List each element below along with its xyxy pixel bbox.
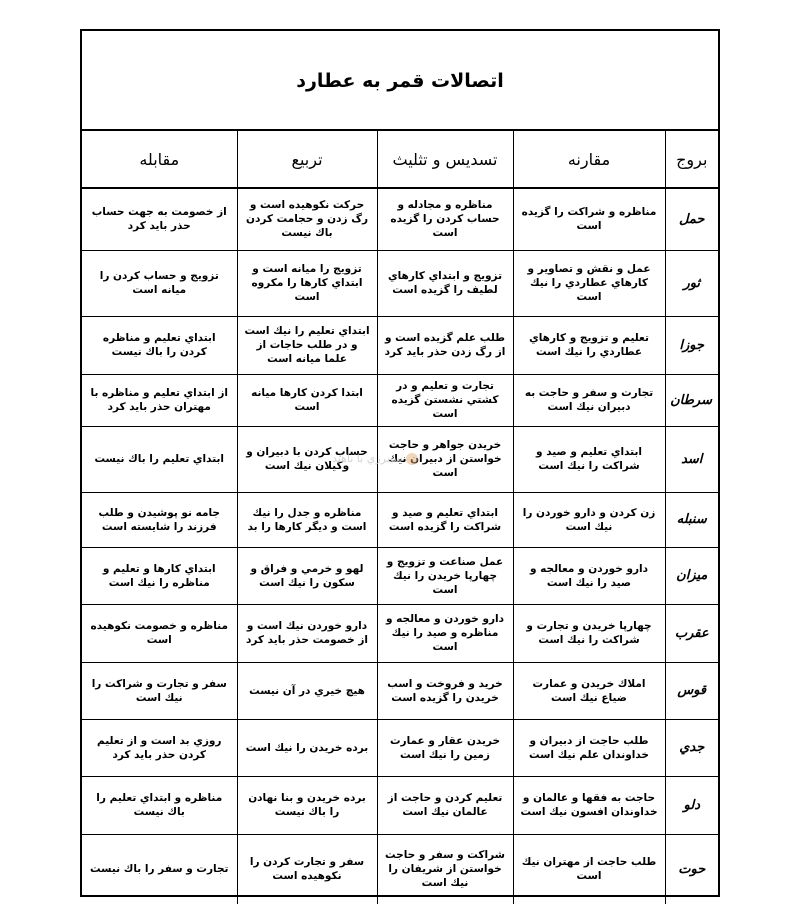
sign-cell: حوت bbox=[665, 834, 718, 904]
table-row bbox=[82, 492, 718, 547]
header-sextile-trine: تسديس و تثليث bbox=[377, 131, 513, 188]
conjunction-cell: چهارپا خريدن و تجارت و شراكت را نيك است bbox=[513, 604, 665, 662]
table-row bbox=[82, 374, 718, 426]
table-row bbox=[82, 250, 718, 316]
header-square: تربيع bbox=[237, 131, 377, 188]
sign-cell: سرطان bbox=[665, 374, 718, 426]
table-row bbox=[82, 316, 718, 374]
sextile-trine-cell: تجارت و تعليم و در كشتي نشستن گزيده است bbox=[377, 374, 513, 426]
table-row bbox=[82, 834, 718, 904]
conjunction-cell: طلب حاجت از دبيران و خداوندان علم نيك است bbox=[513, 719, 665, 776]
table-row bbox=[82, 426, 718, 492]
sextile-trine-cell: دارو خوردن و معالجه و مناظره و صيد را نيك است bbox=[377, 604, 513, 662]
conjunction-cell: زن كردن و دارو خوردن را نيك است bbox=[513, 492, 665, 547]
sextile-trine-cell: ابتداي تعليم و صيد و شراكت را گزيده است bbox=[377, 492, 513, 547]
header-sign: بروج bbox=[665, 131, 718, 188]
square-cell: سفر و تجارت كردن را نكوهيده است bbox=[237, 834, 377, 904]
square-cell: ابتدا كردن كارها ميانه است bbox=[237, 374, 377, 426]
table-row bbox=[82, 547, 718, 604]
conjunction-cell: دارو خوردن و معالجه و صيد را نيك است bbox=[513, 547, 665, 604]
opposition-cell: از خصومت به جهت حساب حذر بايد كرد bbox=[82, 188, 237, 250]
sextile-trine-cell: شراكت و سفر و حاجت خواستن از شريفان را نيك است bbox=[377, 834, 513, 904]
sign-cell: ميزان bbox=[665, 547, 718, 604]
sign-cell: قوس bbox=[665, 662, 718, 719]
conjunction-cell: طلب حاجت از مهتران نيك است bbox=[513, 834, 665, 904]
sign-cell: جدي bbox=[665, 719, 718, 776]
table-body bbox=[82, 188, 718, 904]
sextile-trine-cell: تعليم كردن و حاجت از عالمان نيك است bbox=[377, 776, 513, 834]
table-row bbox=[82, 188, 718, 250]
conjunction-cell: ابتداي تعليم و صيد و شراكت را نيك است bbox=[513, 426, 665, 492]
square-cell: هيچ خيري در آن نيست bbox=[237, 662, 377, 719]
sextile-trine-cell: تزويج و ابتداي كارهاي لطيف را گزيده است bbox=[377, 250, 513, 316]
conjunction-cell: عمل و نقش و تصاوير و كارهاي عطاردي را نيك است bbox=[513, 250, 665, 316]
sign-cell: ثور bbox=[665, 250, 718, 316]
opposition-cell: روزي بد است و از تعليم كردن حذر بايد كرد bbox=[82, 719, 237, 776]
opposition-cell: ابتداي كارها و تعليم و مناظره را نيك است bbox=[82, 547, 237, 604]
opposition-cell: مناظره و ابتداي تعليم را باك نيست bbox=[82, 776, 237, 834]
square-cell: حساب كردن با دبيران و وكيلان نيك است bbox=[237, 426, 377, 492]
sign-cell: حمل bbox=[665, 188, 718, 250]
square-cell: لهو و خرمي و فراق و سكون را نيك است bbox=[237, 547, 377, 604]
opposition-cell: جامه نو پوشيدن و طلب فرزند را شايسته است bbox=[82, 492, 237, 547]
table-row bbox=[82, 719, 718, 776]
sextile-trine-cell: عمل صناعت و تزويج و چهارپا خريدن را نيك است bbox=[377, 547, 513, 604]
sign-cell: اسد bbox=[665, 426, 718, 492]
header-row bbox=[82, 131, 718, 188]
square-cell: ابتداي تعليم را نيك است و در طلب حاجات از علما ميانه است bbox=[237, 316, 377, 374]
sign-cell: عقرب bbox=[665, 604, 718, 662]
square-cell: تزويج را ميانه است و ابتداي كارها را مكروه است bbox=[237, 250, 377, 316]
sextile-trine-cell: خريدن عقار و عمارت زمين را نيك است bbox=[377, 719, 513, 776]
sign-cell: دلو bbox=[665, 776, 718, 834]
sextile-trine-cell: خريدن جواهر و حاجت خواستن از دبيران نيك است bbox=[377, 426, 513, 492]
opposition-cell: مناظره و خصومت نكوهيده است bbox=[82, 604, 237, 662]
square-cell: حركت نكوهيده است و رگ زدن و حجامت كردن باك نيست bbox=[237, 188, 377, 250]
sextile-trine-cell: مناظره و مجادله و حساب كردن را گزيده است bbox=[377, 188, 513, 250]
sign-cell: جوزا bbox=[665, 316, 718, 374]
watermark-text: سيبرزي با ناهيد bbox=[332, 452, 403, 465]
conjunction-cell: حاجت به فقها و عالمان و خداوندان افسون نيك است bbox=[513, 776, 665, 834]
conjunction-cell: تعليم و تزويج و كارهاي عطاردي را نيك است bbox=[513, 316, 665, 374]
title-box bbox=[82, 31, 718, 131]
sextile-trine-cell: خريد و فروخت و اسب خريدن را گزيده است bbox=[377, 662, 513, 719]
page-title: اتصالات قمر به عطارد bbox=[296, 70, 504, 92]
opposition-cell: از ابتداي تعليم و مناظره با مهتران حذر بايد كرد bbox=[82, 374, 237, 426]
opposition-cell: سفر و تجارت و شراكت را نيك است bbox=[82, 662, 237, 719]
sign-cell: سنبله bbox=[665, 492, 718, 547]
header-conjunction: مقارنه bbox=[513, 131, 665, 188]
opposition-cell: ابتداي تعليم و مناظره كردن را باك نيست bbox=[82, 316, 237, 374]
square-cell: دارو خوردن نيك است و از خصومت حذر بايد كرد bbox=[237, 604, 377, 662]
square-cell: مناظره و جدل را نيك است و ديگر كارها را بد bbox=[237, 492, 377, 547]
table-row bbox=[82, 662, 718, 719]
aspects-table bbox=[82, 131, 718, 904]
document-sheet bbox=[80, 29, 720, 897]
opposition-cell: تجارت و سفر را باك نيست bbox=[82, 834, 237, 904]
conjunction-cell: تجارت و سفر و حاجت به دبيران نيك است bbox=[513, 374, 665, 426]
square-cell: برده خريدن را نيك است bbox=[237, 719, 377, 776]
opposition-cell: ابتداي تعليم را باك نيست bbox=[82, 426, 237, 492]
sextile-trine-cell: طلب علم گزيده است و از رگ زدن حذر بايد كرد bbox=[377, 316, 513, 374]
table-row bbox=[82, 776, 718, 834]
conjunction-cell: املاك خريدن و عمارت ضياع نيك است bbox=[513, 662, 665, 719]
header-opposition: مقابله bbox=[82, 131, 237, 188]
opposition-cell: تزويج و حساب كردن را ميانه است bbox=[82, 250, 237, 316]
conjunction-cell: مناظره و شراكت را گزيده است bbox=[513, 188, 665, 250]
table-row bbox=[82, 604, 718, 662]
square-cell: برده خريدن و بنا نهادن را باك نيست bbox=[237, 776, 377, 834]
